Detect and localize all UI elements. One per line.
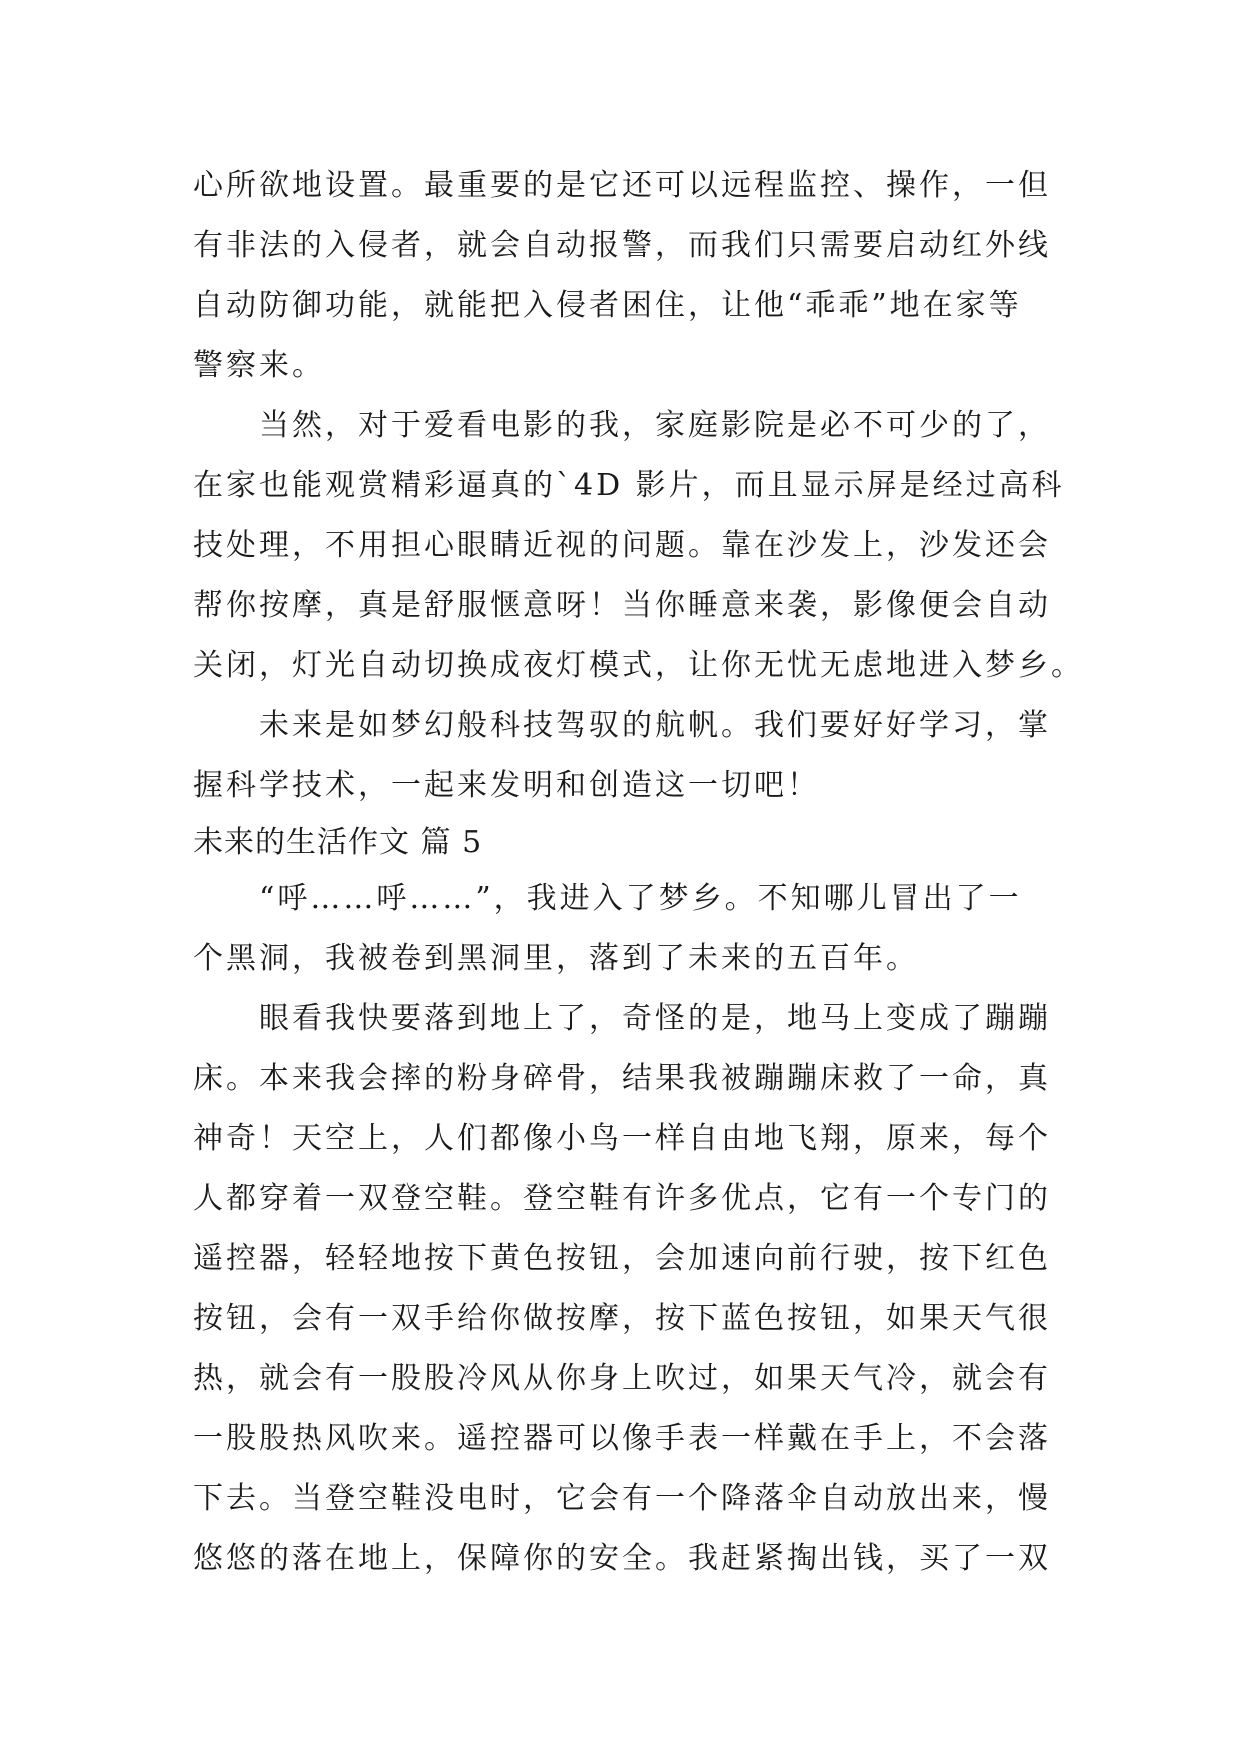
text-line: 热，就会有一股股冷风从你身上吹过，如果天气冷，就会有 (193, 1361, 1051, 1396)
text-line: 一股股热风吹来。遥控器可以像手表一样戴在手上，不会落 (193, 1421, 1051, 1456)
paragraph-first-line: 当然，对于爱看电影的我，家庭影院是必不可少的了， (259, 408, 1051, 443)
text-line: 心所欲地设置。最重要的是它还可以远程监控、操作，一但 (193, 168, 1051, 203)
document-body (193, 156, 1084, 1589)
text-line: 悠悠的落在地上，保障你的安全。我赶紧掏出钱，买了一双 (193, 1541, 1051, 1576)
text-line: 个黑洞，我被卷到黑洞里，落到了未来的五百年。 (193, 941, 919, 976)
text-line: 人都穿着一双登空鞋。登空鞋有许多优点，它有一个专门的 (193, 1181, 1051, 1216)
text-line: 技处理，不用担心眼睛近视的问题。靠在沙发上，沙发还会 (193, 528, 1051, 563)
text-line: 按钮，会有一双手给你做按摩，按下蓝色按钮，如果天气很 (193, 1301, 1051, 1336)
text-line: 在家也能观赏精彩逼真的`4D 影片，而且显示屏是经过高科 (193, 468, 1065, 503)
section-heading: 未来的生活作文 篇 5 (193, 825, 483, 860)
text-line: 遥控器，轻轻地按下黄色按钮，会加速向前行驶，按下红色 (193, 1241, 1051, 1276)
text-line: 握科学技术，一起来发明和创造这一切吧！ (193, 768, 820, 803)
text-line: 神奇！天空上，人们都像小鸟一样自由地飞翔，原来，每个 (193, 1121, 1051, 1156)
text-line: 床。本来我会摔的粉身碎骨，结果我被蹦蹦床救了一命，真 (193, 1061, 1051, 1096)
paragraph-first-line: “呼……呼……”，我进入了梦乡。不知哪儿冒出了一 (259, 881, 1022, 916)
paragraph-first-line: 未来是如梦幻般科技驾驭的航帆。我们要好好学习，掌 (259, 708, 1051, 743)
text-line: 警察来。 (193, 348, 325, 383)
text-line: 自动防御功能，就能把入侵者困住，让他“乖乖”地在家等 (193, 288, 1022, 323)
paragraph-first-line: 眼看我快要落到地上了，奇怪的是，地马上变成了蹦蹦 (259, 1001, 1051, 1036)
text-line: 关闭，灯光自动切换成夜灯模式，让你无忧无虑地进入梦乡。 (193, 648, 1084, 683)
text-line: 下去。当登空鞋没电时，它会有一个降落伞自动放出来，慢 (193, 1481, 1051, 1516)
text-line: 有非法的入侵者，就会自动报警，而我们只需要启动红外线 (193, 228, 1051, 263)
text-line: 帮你按摩，真是舒服惬意呀！当你睡意来袭，影像便会自动 (193, 588, 1051, 623)
